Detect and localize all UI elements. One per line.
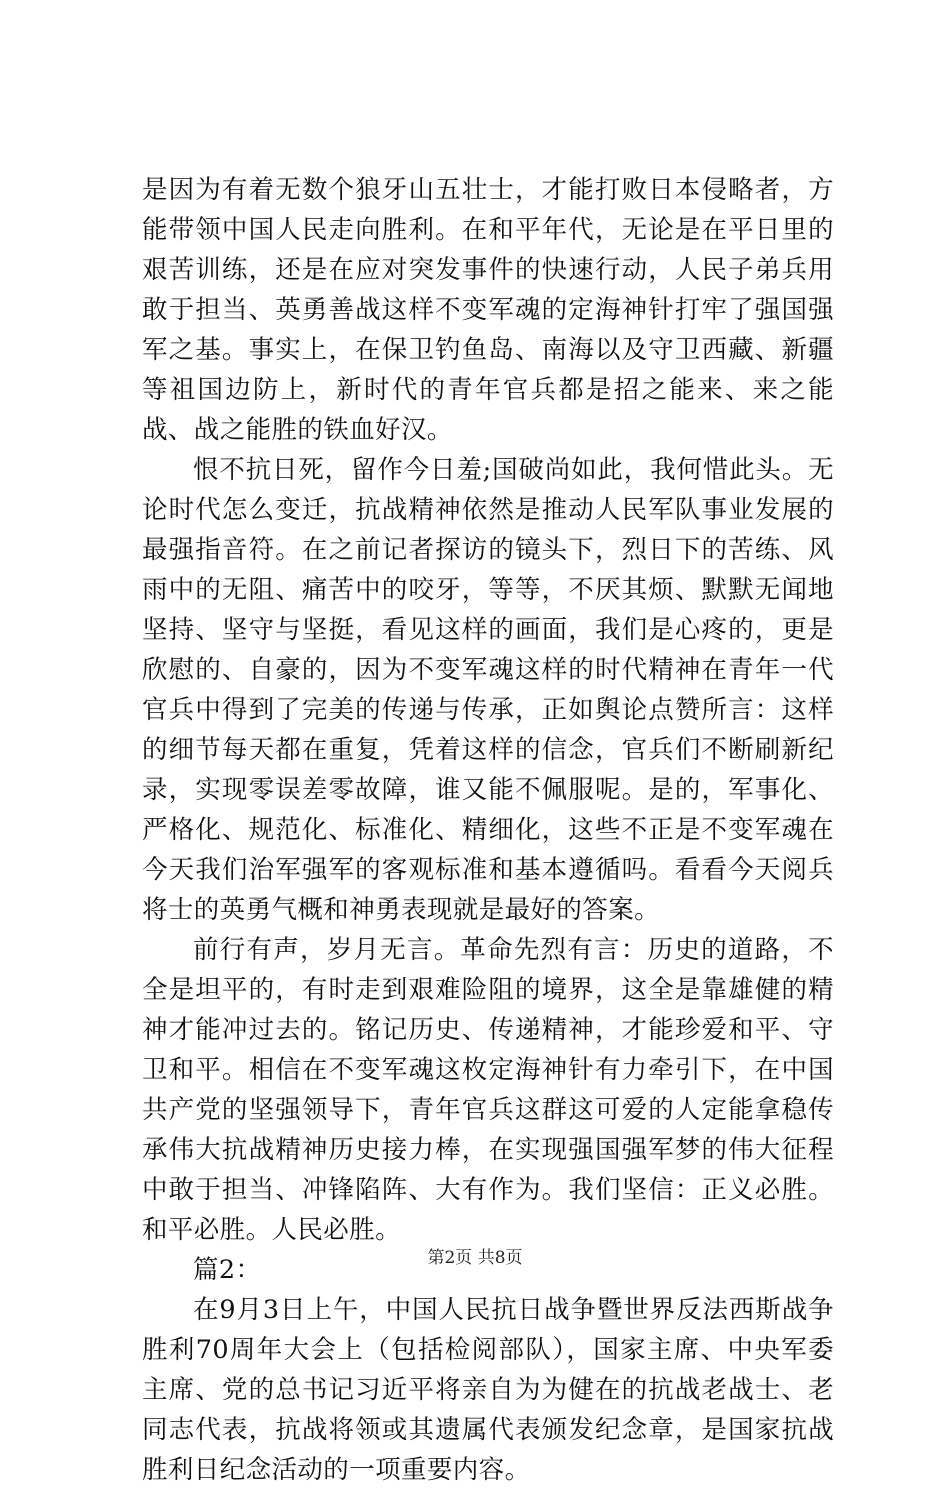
paragraph-continuation: 是因为有着无数个狼牙山五壮士，才能打败日本侵略者，方能带领中国人民走向胜利。在和平年代，无论是在平日里的艰苦训练，还是在应对突发事件的快速行动，人民子弟兵用敢于担当、英勇善战这样不变军魂的定海神针打牢了强国强军之基。事实上，在保卫钓鱼岛、南海以及守卫西藏、新疆等祖国边防上，新时代的青年官兵都是招之能来、来之能战、战之能胜的铁血好汉。 bbox=[142, 175, 834, 445]
paragraph-5: 在9月3日上午，中国人民抗日战争暨世界反法西斯战争胜利70周年大会上（包括检阅部队），国家主席、中央军委主席、党的总书记习近平将亲自为为健在的抗战老战士、老同志代表，抗战将领或其遗属代表颁发纪念章，是国家抗战胜利日纪念活动的一项重要内容。 bbox=[142, 1295, 834, 1485]
paragraph-3: 前行有声，岁月无言。革命先烈有言：历史的道路，不全是坦平的，有时走到艰难险阻的境界，这全是靠雄健的精神才能冲过去的。铭记历史、传递精神，才能珍爱和平、守卫和平。相信在不变军魂这枚定海神针有力牵引下，在中国共产党的坚强领导下，青年官兵这群这可爱的人定能拿稳传承伟大抗战精神历史接力棒，在实现强国强军梦的伟大征程中敢于担当、冲锋陷阵、大有作为。我们坚信：正义必胜。和平必胜。人民必胜。 bbox=[142, 935, 834, 1245]
paragraph-2: 恨不抗日死，留作今日羞;国破尚如此，我何惜此头。无论时代怎么变迁，抗战精神依然是推动人民军队事业发展的最强指音符。在之前记者探访的镜头下，烈日下的苦练、风雨中的无阻、痛苦中的咬牙，等等，不厌其烦、默默无闻地坚持、坚守与坚挺，看见这样的画面，我们是心疼的，更是欣慰的、自豪的，因为不变军魂这样的时代精神在青年一代官兵中得到了完美的传递与传承，正如舆论点赞所言：这样的细节每天都在重复，凭着这样的信念，官兵们不断刷新纪录，实现零误差零故障，谁又能不佩服呢。是的，军事化、严格化、规范化、标准化、精细化，这些不正是不变军魂在今天我们治军强军的客观标准和基本遵循吗。看看今天阅兵将士的英勇气概和神勇表现就是最好的答案。 bbox=[142, 455, 834, 925]
document-body bbox=[142, 170, 834, 1490]
page-footer: 第2页 共8页 bbox=[427, 1248, 523, 1268]
section-heading: 篇2： bbox=[193, 1255, 262, 1285]
